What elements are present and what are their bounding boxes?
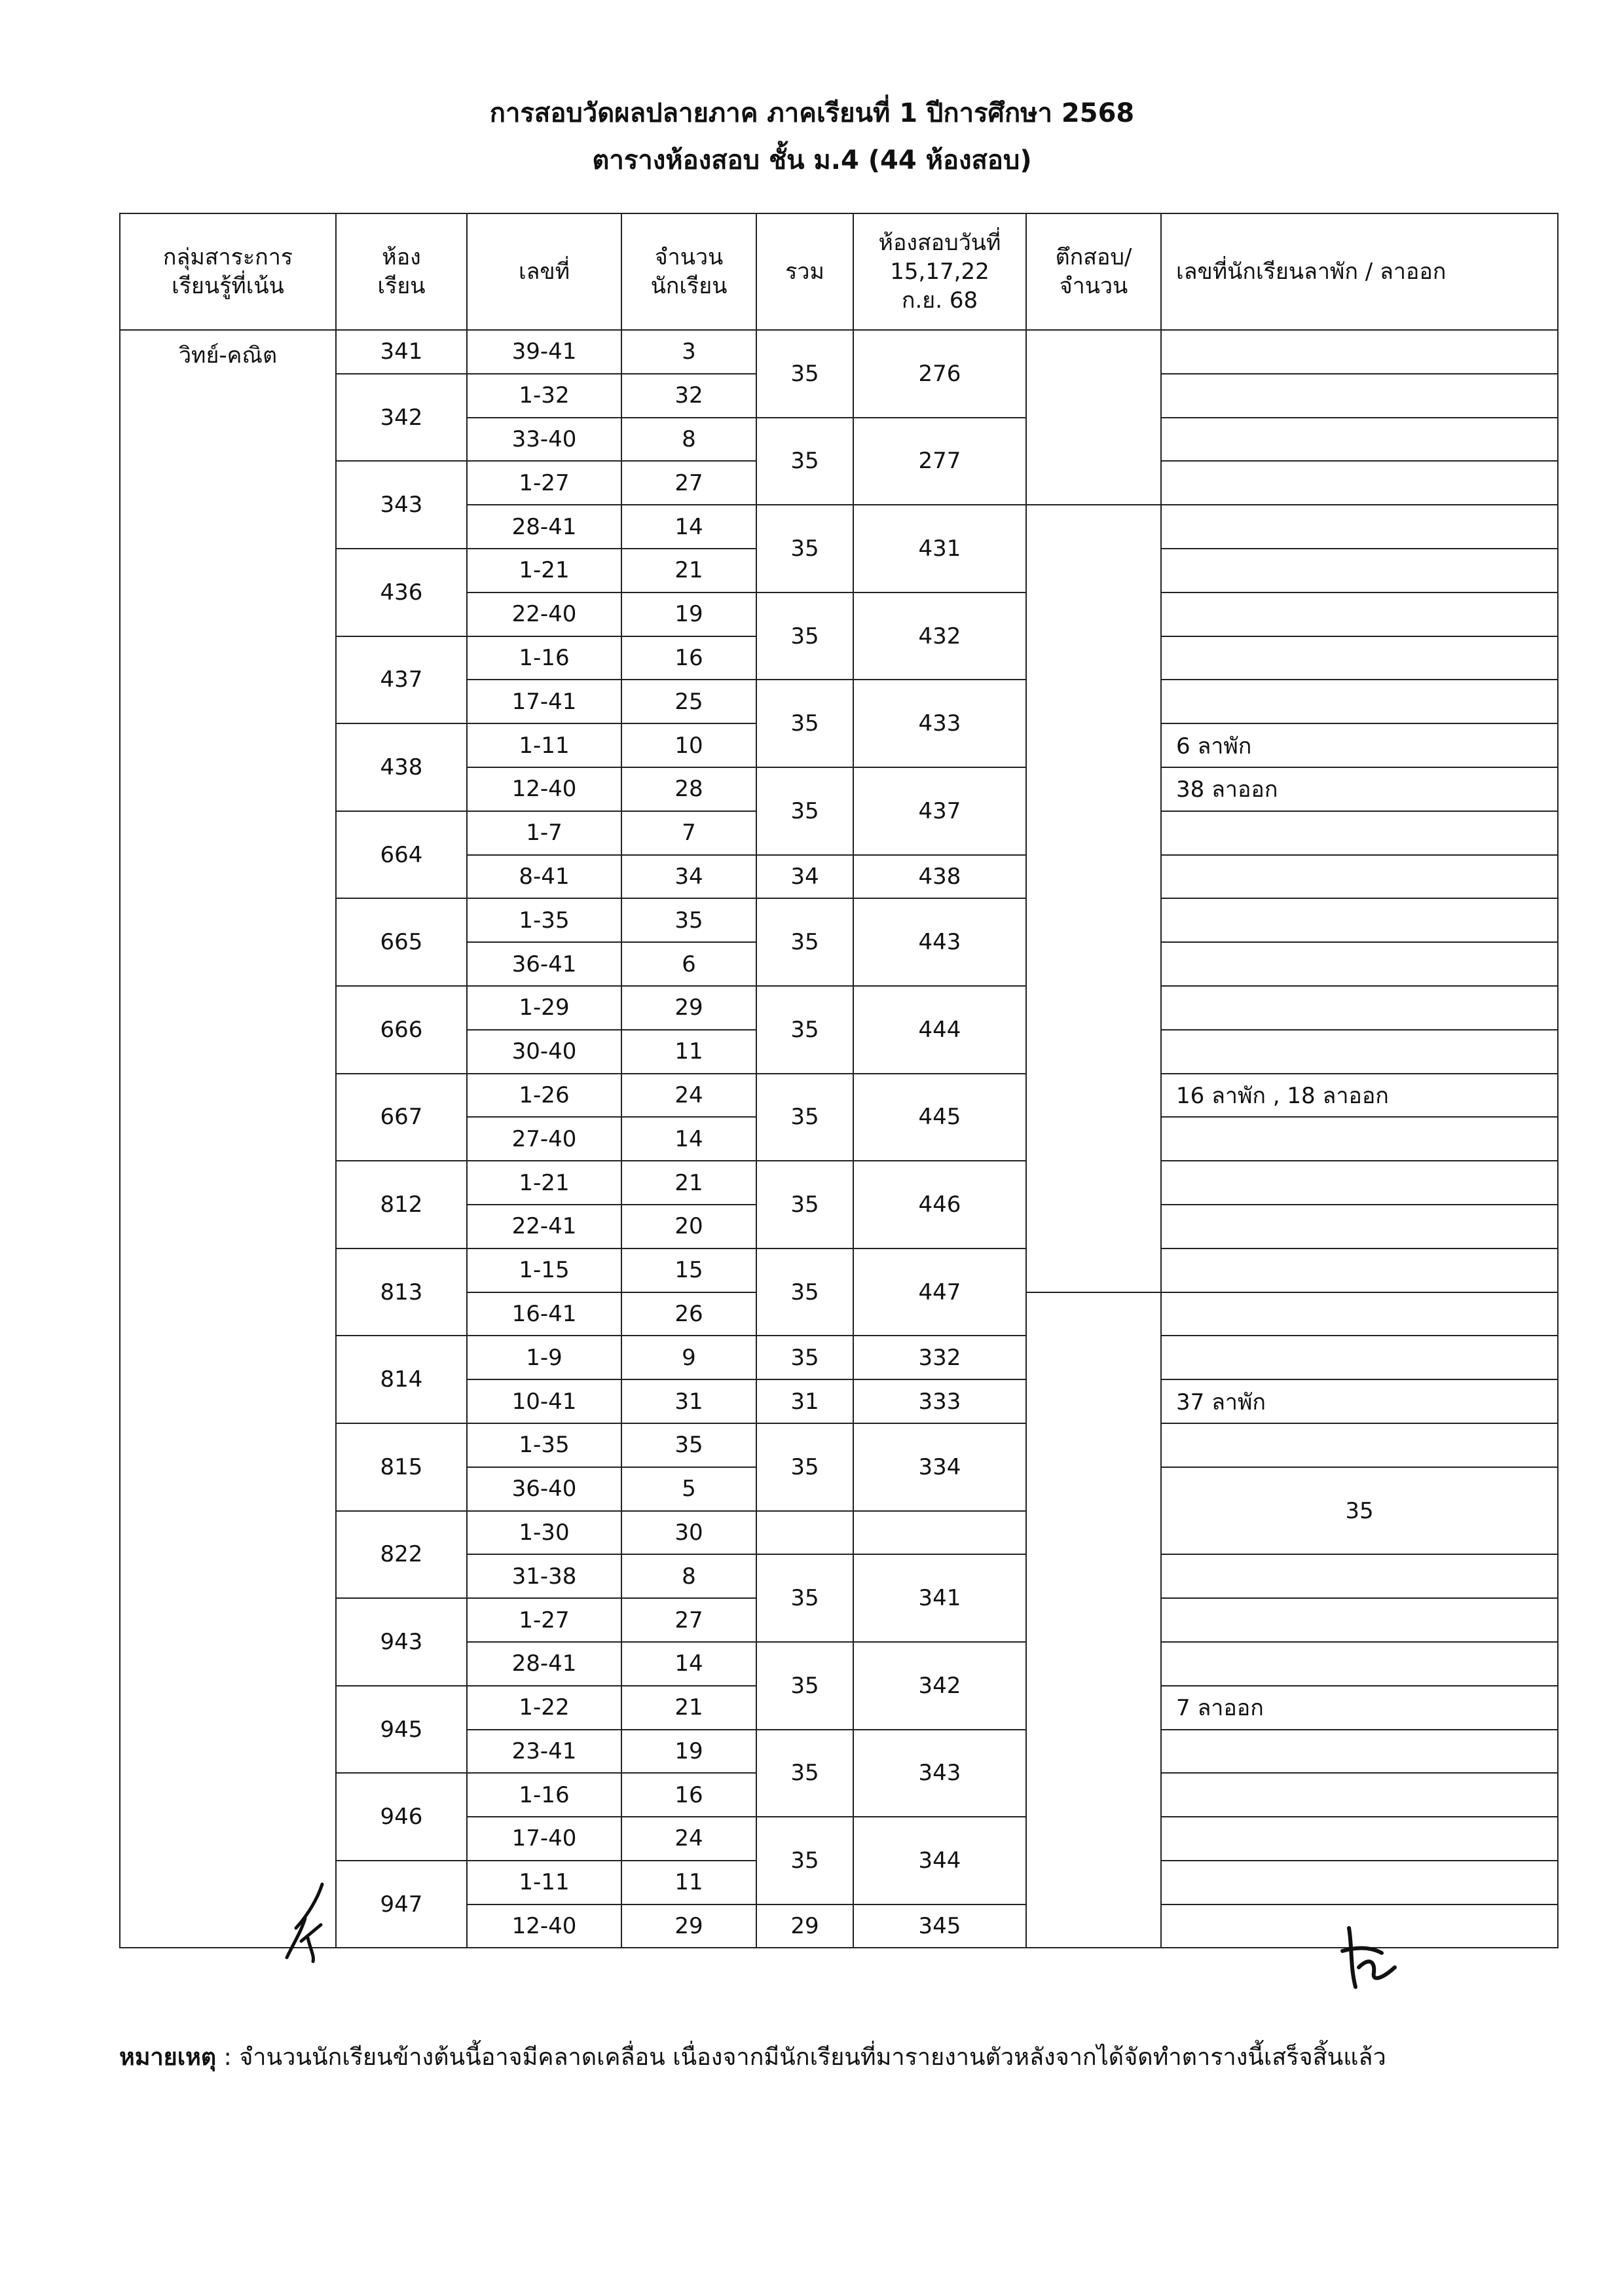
- leave-note-cell: [1161, 1773, 1558, 1817]
- student-count-cell: 8: [621, 1554, 756, 1598]
- title-line-1: การสอบวัดผลปลายภาค ภาคเรียนที่ 1 ปีการศึกษา 2568: [489, 98, 1135, 128]
- leave-note-cell: [1161, 986, 1558, 1030]
- student-count-cell: 31: [621, 1379, 756, 1423]
- number-range-cell: 1-35: [467, 1423, 621, 1467]
- class-room-cell: 342: [336, 374, 467, 462]
- header-total: รวม: [756, 213, 853, 330]
- header-count: จำนวน นักเรียน: [621, 213, 756, 330]
- exam-total-cell: 34: [756, 855, 853, 899]
- leave-note-cell: [1161, 680, 1558, 723]
- exam-total-cell: 35: [756, 505, 853, 592]
- student-count-cell: 16: [621, 1773, 756, 1817]
- header-exam-room: ห้องสอบวันที่ 15,17,22 ก.ย. 68: [853, 213, 1026, 330]
- number-range-cell: 16-41: [467, 1292, 621, 1336]
- student-count-cell: 21: [621, 549, 756, 592]
- class-room-cell: 813: [336, 1248, 467, 1336]
- exam-room-cell: 438: [853, 855, 1026, 899]
- table-row: [120, 330, 1558, 374]
- number-range-cell: 1-26: [467, 1074, 621, 1118]
- student-count-cell: 26: [621, 1292, 756, 1336]
- exam-room-cell: 344: [853, 1817, 1026, 1904]
- number-range-cell: 12-40: [467, 1904, 621, 1948]
- class-room-cell: 943: [336, 1598, 467, 1686]
- leave-note-cell: [1161, 1117, 1558, 1161]
- number-range-cell: 30-40: [467, 1030, 621, 1074]
- number-range-cell: 36-40: [467, 1467, 621, 1511]
- exam-room-cell: 433: [853, 680, 1026, 767]
- student-count-cell: 14: [621, 1117, 756, 1161]
- leave-note-cell: [1161, 1598, 1558, 1642]
- exam-total-cell: 35: [756, 1248, 853, 1336]
- number-range-cell: 10-41: [467, 1379, 621, 1423]
- exam-room-cell: 431: [853, 505, 1026, 592]
- building-cell: [1026, 1292, 1161, 1948]
- table-row: [120, 986, 1558, 1030]
- exam-room-cell: 334: [853, 1423, 1026, 1511]
- leave-note-cell: [1161, 1292, 1558, 1336]
- exam-room-cell: 333: [853, 1379, 1026, 1423]
- class-room-cell: 945: [336, 1686, 467, 1774]
- number-range-cell: 27-40: [467, 1117, 621, 1161]
- class-room-cell: 822: [336, 1511, 467, 1599]
- exam-room-cell: 443: [853, 898, 1026, 986]
- building-cell-empty: [1026, 330, 1161, 505]
- class-room-cell: 343: [336, 461, 467, 549]
- student-count-cell: 28: [621, 767, 756, 811]
- header-row: [120, 213, 1558, 330]
- exam-total-cell: 29: [756, 1904, 853, 1948]
- student-count-cell: 6: [621, 942, 756, 986]
- exam-room-cell: 276: [853, 330, 1026, 418]
- leave-note-cell: [1161, 505, 1558, 549]
- student-count-cell: 25: [621, 680, 756, 723]
- number-range-cell: 36-41: [467, 942, 621, 986]
- student-count-cell: 27: [621, 461, 756, 505]
- exam-total-cell: 35: [756, 592, 853, 680]
- leave-note-cell: 6 ลาพัก: [1161, 723, 1558, 767]
- student-count-cell: 8: [621, 418, 756, 462]
- exam-room-cell: 432: [853, 592, 1026, 680]
- exam-room-cell: 345: [853, 1904, 1026, 1948]
- leave-note-cell: [1161, 330, 1558, 374]
- student-count-cell: 20: [621, 1205, 756, 1248]
- exam-total-cell: 35: [756, 1642, 853, 1730]
- student-count-cell: 5: [621, 1467, 756, 1511]
- student-count-cell: 19: [621, 1730, 756, 1774]
- leave-note-cell: [1161, 811, 1558, 855]
- exam-total-cell: 35: [756, 418, 853, 505]
- exam-total-cell: 35: [756, 1161, 853, 1248]
- number-range-cell: 1-11: [467, 723, 621, 767]
- number-range-cell: 1-27: [467, 1598, 621, 1642]
- student-count-cell: 15: [621, 1248, 756, 1292]
- leave-note-cell: [1161, 1205, 1558, 1248]
- leave-note-cell: [1161, 461, 1558, 505]
- class-room-cell: 341: [336, 330, 467, 374]
- student-count-cell: 14: [621, 1642, 756, 1686]
- number-range-cell: 1-21: [467, 1161, 621, 1205]
- leave-note-cell: [1161, 1030, 1558, 1074]
- leave-note-cell: [1161, 1336, 1558, 1379]
- exam-total-cell: 35: [756, 1423, 853, 1511]
- header-building: ตึกสอบ/ จำนวน: [1026, 213, 1161, 330]
- exam-room-cell: 447: [853, 1248, 1026, 1336]
- leave-note-cell: [1161, 1817, 1558, 1861]
- leave-note-cell: [1161, 898, 1558, 942]
- number-range-cell: 22-40: [467, 592, 621, 636]
- leave-note-cell: 38 ลาออก: [1161, 767, 1558, 811]
- number-range-cell: 1-16: [467, 1773, 621, 1817]
- student-count-cell: 30: [621, 1511, 756, 1555]
- exam-total-cell: 31: [756, 1379, 853, 1423]
- number-range-cell: 8-41: [467, 855, 621, 899]
- table-row: [120, 898, 1558, 942]
- student-count-cell: 27: [621, 1598, 756, 1642]
- student-count-cell: 7: [621, 811, 756, 855]
- number-range-cell: 1-7: [467, 811, 621, 855]
- class-room-cell: 436: [336, 549, 467, 636]
- leave-note-cell: [1161, 636, 1558, 680]
- class-room-cell: 946: [336, 1773, 467, 1861]
- student-count-cell: 14: [621, 505, 756, 549]
- student-count-cell: 10: [621, 723, 756, 767]
- number-range-cell: 1-22: [467, 1686, 621, 1730]
- exam-room-cell: 343: [853, 1730, 1026, 1817]
- number-range-cell: 31-38: [467, 1554, 621, 1598]
- number-range-cell: 1-32: [467, 374, 621, 418]
- exam-total-cell: 35: [756, 680, 853, 767]
- class-room-cell: 664: [336, 811, 467, 899]
- remark-note: [119, 2038, 1386, 2075]
- class-room-cell: 438: [336, 723, 467, 811]
- class-room-cell: 666: [336, 986, 467, 1074]
- exam-room-cell: 342: [853, 1642, 1026, 1730]
- class-room-cell: 947: [336, 1861, 467, 1948]
- number-range-cell: 1-16: [467, 636, 621, 680]
- leave-note-cell: [1161, 942, 1558, 986]
- exam-room-cell: 437: [853, 767, 1026, 855]
- number-range-cell: 12-40: [467, 767, 621, 811]
- exam-total-cell: 35: [756, 898, 853, 986]
- exam-room-cell: 277: [853, 418, 1026, 505]
- number-range-cell: 1-11: [467, 1861, 621, 1904]
- exam-room-cell: 445: [853, 1074, 1026, 1161]
- leave-note-cell: [1161, 592, 1558, 636]
- student-count-cell: 32: [621, 374, 756, 418]
- header-room: ห้อง เรียน: [336, 213, 467, 330]
- leave-note-cell: [1161, 1248, 1558, 1292]
- class-room-cell: 812: [336, 1161, 467, 1248]
- remark-text: : จำนวนนักเรียนข้างต้นนี้อาจมีคลาดเคลื่อน เนื่องจากมีนักเรียนที่มารายงานตัวหลังจากได้จัดทำตารางนี้เสร็จสิ้นแล้ว: [216, 2044, 1386, 2071]
- number-range-cell: 1-27: [467, 461, 621, 505]
- leave-note-cell: [1161, 855, 1558, 899]
- student-count-cell: 21: [621, 1161, 756, 1205]
- table-row: [120, 1336, 1558, 1379]
- number-range-cell: 17-41: [467, 680, 621, 723]
- number-range-cell: 1-9: [467, 1336, 621, 1379]
- student-count-cell: 11: [621, 1861, 756, 1904]
- exam-total-cell: 35: [756, 1074, 853, 1161]
- student-count-cell: 35: [621, 898, 756, 942]
- student-count-cell: 21: [621, 1686, 756, 1730]
- leave-note-cell: [1161, 1861, 1558, 1904]
- student-count-cell: 35: [621, 1423, 756, 1467]
- leave-note-cell: [1161, 549, 1558, 592]
- exam-room-cell: 446: [853, 1161, 1026, 1248]
- number-range-cell: 28-41: [467, 505, 621, 549]
- number-range-cell: 39-41: [467, 330, 621, 374]
- number-range-cell: 1-29: [467, 986, 621, 1030]
- class-room-cell: 667: [336, 1074, 467, 1161]
- leave-note-cell: [1161, 374, 1558, 418]
- student-count-cell: 11: [621, 1030, 756, 1074]
- exam-room-cell: 332: [853, 1336, 1026, 1379]
- remark-label: หมายเหตุ: [119, 2044, 217, 2071]
- number-range-cell: 1-15: [467, 1248, 621, 1292]
- header-number: เลขที่: [467, 213, 621, 330]
- building-cell: [1026, 505, 1161, 1292]
- student-count-cell: 9: [621, 1336, 756, 1379]
- number-range-cell: 23-41: [467, 1730, 621, 1774]
- title-line-2: ตารางห้องสอบ ชั้น ม.4 (44 ห้องสอบ): [592, 145, 1032, 175]
- leave-note-cell: [1161, 1161, 1558, 1205]
- number-range-cell: 1-21: [467, 549, 621, 592]
- table-body: [120, 330, 1558, 1948]
- number-range-cell: 1-30: [467, 1511, 621, 1555]
- exam-total-cell: 35: [756, 986, 853, 1074]
- student-count-cell: 19: [621, 592, 756, 636]
- exam-total-cell: 35: [756, 767, 853, 855]
- leave-note-cell: [1161, 418, 1558, 462]
- table-row: [120, 1423, 1558, 1467]
- exam-total-cell: 35: [756, 1554, 853, 1642]
- number-range-cell: 28-41: [467, 1642, 621, 1686]
- exam-total-cell: 35: [756, 1336, 853, 1379]
- class-room-cell: 814: [336, 1336, 467, 1423]
- number-range-cell: 33-40: [467, 418, 621, 462]
- leave-note-cell: [756, 1511, 853, 1555]
- exam-total-cell: 35: [756, 1730, 853, 1817]
- exam-total-cell: 35: [1161, 1467, 1558, 1555]
- class-room-cell: 815: [336, 1423, 467, 1511]
- class-room-cell: 437: [336, 636, 467, 724]
- student-count-cell: 29: [621, 1904, 756, 1948]
- signature-left: [282, 1879, 334, 1964]
- exam-room-cell: 444: [853, 986, 1026, 1074]
- leave-note-cell: 7 ลาออก: [1161, 1686, 1558, 1730]
- student-count-cell: 16: [621, 636, 756, 680]
- leave-note-cell: [1161, 1554, 1558, 1598]
- signature-right: [1336, 1922, 1408, 1994]
- leave-note-cell: [1161, 1642, 1558, 1686]
- table-row: [120, 1161, 1558, 1205]
- student-count-cell: 24: [621, 1074, 756, 1118]
- exam-total-cell: 35: [756, 1817, 853, 1904]
- class-room-cell: 665: [336, 898, 467, 986]
- number-range-cell: 17-40: [467, 1817, 621, 1861]
- student-count-cell: 29: [621, 986, 756, 1030]
- header-group: กลุ่มสาระการ เรียนรู้ที่เน้น: [120, 213, 336, 330]
- leave-note-cell: 37 ลาพัก: [1161, 1379, 1558, 1423]
- leave-note-cell: [1161, 1423, 1558, 1467]
- group-cell: วิทย์-คณิต: [120, 330, 336, 1948]
- number-range-cell: 22-41: [467, 1205, 621, 1248]
- student-count-cell: 24: [621, 1817, 756, 1861]
- exam-room-table: [119, 213, 1559, 1948]
- leave-note-cell: [1161, 1730, 1558, 1774]
- table-row: [120, 1248, 1558, 1292]
- exam-total-cell: 35: [756, 330, 853, 418]
- student-count-cell: 34: [621, 855, 756, 899]
- leave-note-cell: 16 ลาพัก , 18 ลาออก: [1161, 1074, 1558, 1118]
- table-row: [120, 1074, 1558, 1118]
- student-count-cell: 3: [621, 330, 756, 374]
- exam-room-cell: 341: [853, 1554, 1026, 1642]
- header-leave: เลขที่นักเรียนลาพัก / ลาออก: [1161, 213, 1558, 330]
- number-range-cell: 1-35: [467, 898, 621, 942]
